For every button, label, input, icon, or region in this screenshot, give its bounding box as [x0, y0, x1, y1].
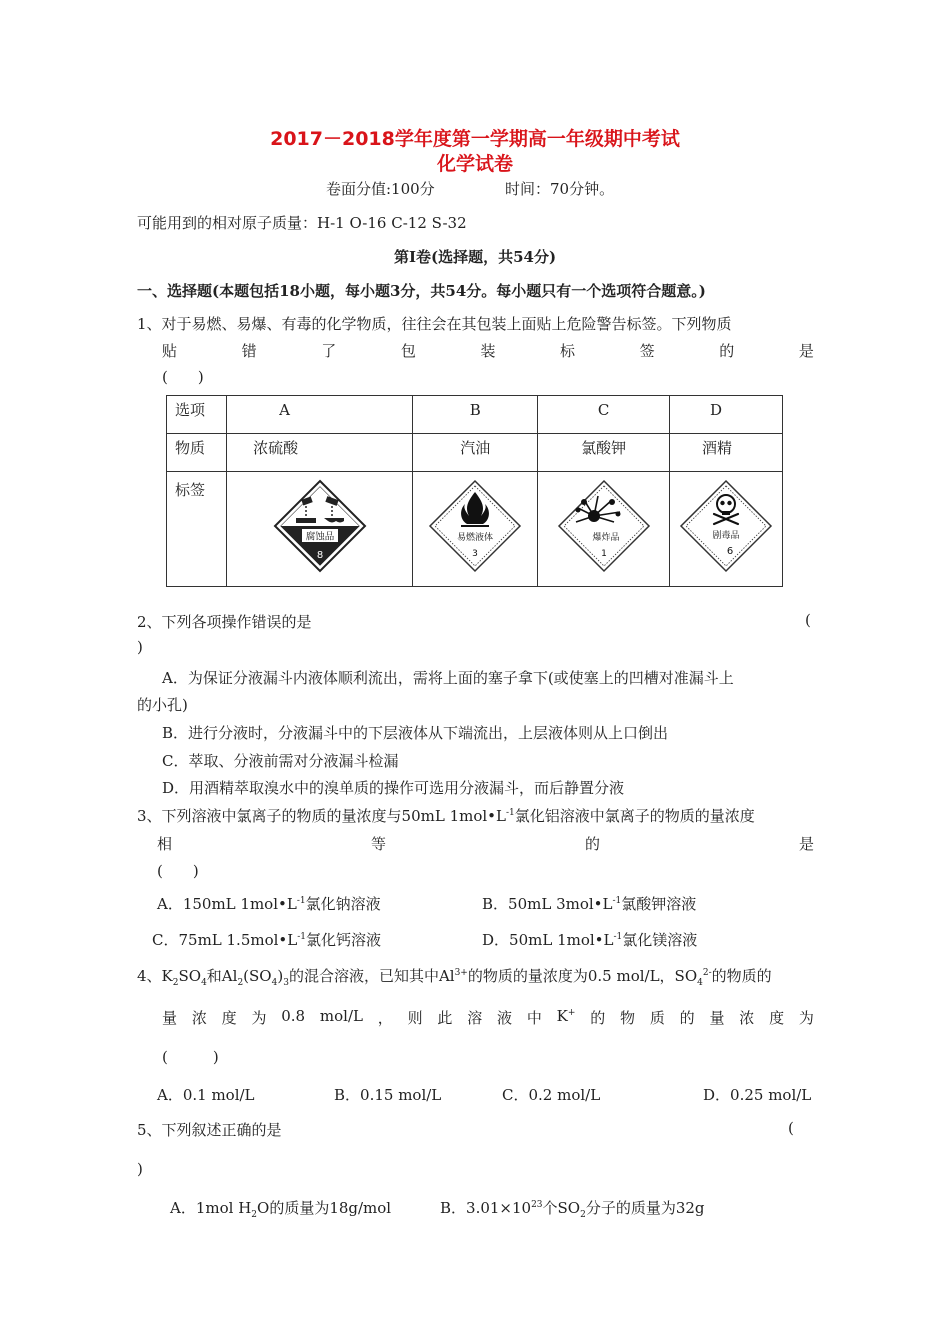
sign-cell-c [538, 472, 670, 587]
q3-stem: 3、下列溶液中氯离子的物质的量浓度与50mL $1mol•L^{-1}$氯化铝溶液中氯离子的物质的量浓度 [137, 807, 755, 825]
q1-answer-blank: ( ) [162, 368, 204, 386]
q3-stem-spread: 相 等 的 是 [157, 835, 814, 853]
q5-paren-open: ( [788, 1119, 794, 1137]
q3-answer-blank: ( ) [157, 862, 199, 880]
toxic-icon [678, 478, 774, 574]
sign-text-d: 剧毒品 [712, 531, 740, 541]
sign-cell-a [227, 472, 413, 587]
time-info: 时间：70分钟。 [505, 180, 615, 198]
row-label-substance: 物质 [167, 434, 227, 472]
substance-c: 氯酸钾 [538, 434, 670, 472]
q2-option-a: A．为保证分液漏斗内液体顺利流出，需将上面的塞子拿下(或使塞上的凹槽对准漏斗上 [162, 669, 734, 687]
sign-cell-b [413, 472, 538, 587]
option-b: B [413, 396, 538, 434]
q4-option-a: A．0.1 mol/L [157, 1086, 255, 1104]
q4-stem-line2: 量 浓 度 为 0.8 mol/L ， 则 此 溶 液 中 K+ 的 物 质 的 量 浓 度 为 [162, 1007, 814, 1027]
q5-stem: 5、下列叙述正确的是 [137, 1121, 282, 1139]
section-title: 第Ⅰ卷(选择题，共54分) [393, 248, 557, 266]
q2-paren-open: ( [805, 611, 811, 629]
sign-number-d: 6 [726, 546, 734, 557]
sign-text-c: 爆炸品 [592, 533, 620, 543]
q3-option-a: A．150mL $1mol•L^{-1}$氯化钠溶液 [157, 895, 381, 913]
q5-option-a: A．1mol $H_2O$的质量为18g/mol [170, 1199, 392, 1220]
row-label-option: 选项 [167, 396, 227, 434]
table-row [167, 434, 783, 472]
sign-text-b: 易燃液体 [457, 533, 494, 543]
option-d: D [670, 396, 783, 434]
explosive-icon [556, 478, 652, 574]
q1-stem: 1、对于易燃、易爆、有毒的化学物质，往往会在其包装上面贴上危险警告标签。下列物质 [137, 315, 732, 333]
table-row [167, 396, 783, 434]
exam-subtitle: 化学试卷 [436, 153, 513, 175]
q4-option-d: D．0.25 mol/L [703, 1086, 812, 1104]
option-c: C [538, 396, 670, 434]
exam-title: 2017－2018学年度第一学期高一年级期中考试 [270, 128, 680, 150]
flammable-liquid-icon [427, 478, 523, 574]
corrosive-icon [272, 478, 368, 574]
table-row [167, 472, 783, 587]
q4-stem: 4、$K_2SO_4$和$Al_2(SO_4)_3$的混合溶液，已知其中$Al^{3+}$的物质的量浓度为0.5 mol/L，$SO_4^{2-}$的物质的 [137, 967, 772, 988]
q2-option-b: B．进行分液时，分液漏斗中的下层液体从下端流出，上层液体则从上口倒出 [162, 724, 669, 742]
substance-a: 浓硫酸 [227, 434, 413, 472]
q4-answer-blank: ( ) [162, 1048, 219, 1066]
q5-option-b: B．$3.01\times 10^{23}$个$SO_2$分子的质量为32g [440, 1199, 705, 1220]
sign-number-a: 8 [316, 550, 323, 561]
sign-text-a: 腐蚀品 [305, 531, 334, 543]
q2-option-a-cont: 的小孔) [137, 696, 188, 714]
sign-number-c: 1 [600, 549, 607, 559]
q5-paren-close: ) [137, 1160, 143, 1178]
q4-option-b: B．0.15 mol/L [334, 1086, 442, 1104]
sign-number-b: 3 [472, 549, 479, 559]
q4-option-c: C．0.2 mol/L [502, 1086, 601, 1104]
part-title: 一、选择题(本题包括18小题，每小题3分，共54分。每小题只有一个选项符合题意。) [137, 282, 706, 300]
q2-stem: 2、下列各项操作错误的是 [137, 613, 312, 631]
q2-option-c: C．萃取、分液前需对分液漏斗检漏 [162, 752, 399, 770]
q3-option-b: B．50mL $3mol•L^{-1}$氯酸钾溶液 [482, 895, 697, 913]
q2-option-d: D．用酒精萃取溴水中的溴单质的操作可选用分液漏斗，而后静置分液 [162, 779, 625, 797]
q3-option-c: C．75mL $1.5mol•L^{-1}$氯化钙溶液 [152, 931, 382, 949]
q2-paren-close: ) [137, 638, 143, 656]
q1-options-table [166, 395, 783, 587]
atomic-mass-info: 可能用到的相对原子质量：H-1 O-16 C-12 S-32 [137, 214, 467, 232]
row-label-sign: 标签 [167, 472, 227, 587]
sign-cell-d [670, 472, 783, 587]
substance-b: 汽油 [413, 434, 538, 472]
option-a: A [227, 396, 413, 434]
q1-stem-spread: 贴 错 了 包 装 标 签 的 是 [162, 342, 814, 360]
substance-d: 酒精 [670, 434, 783, 472]
score-info: 卷面分值:100分 [326, 180, 435, 198]
q3-option-d: D．50mL $1mol•L^{-1}$氯化镁溶液 [482, 931, 698, 949]
